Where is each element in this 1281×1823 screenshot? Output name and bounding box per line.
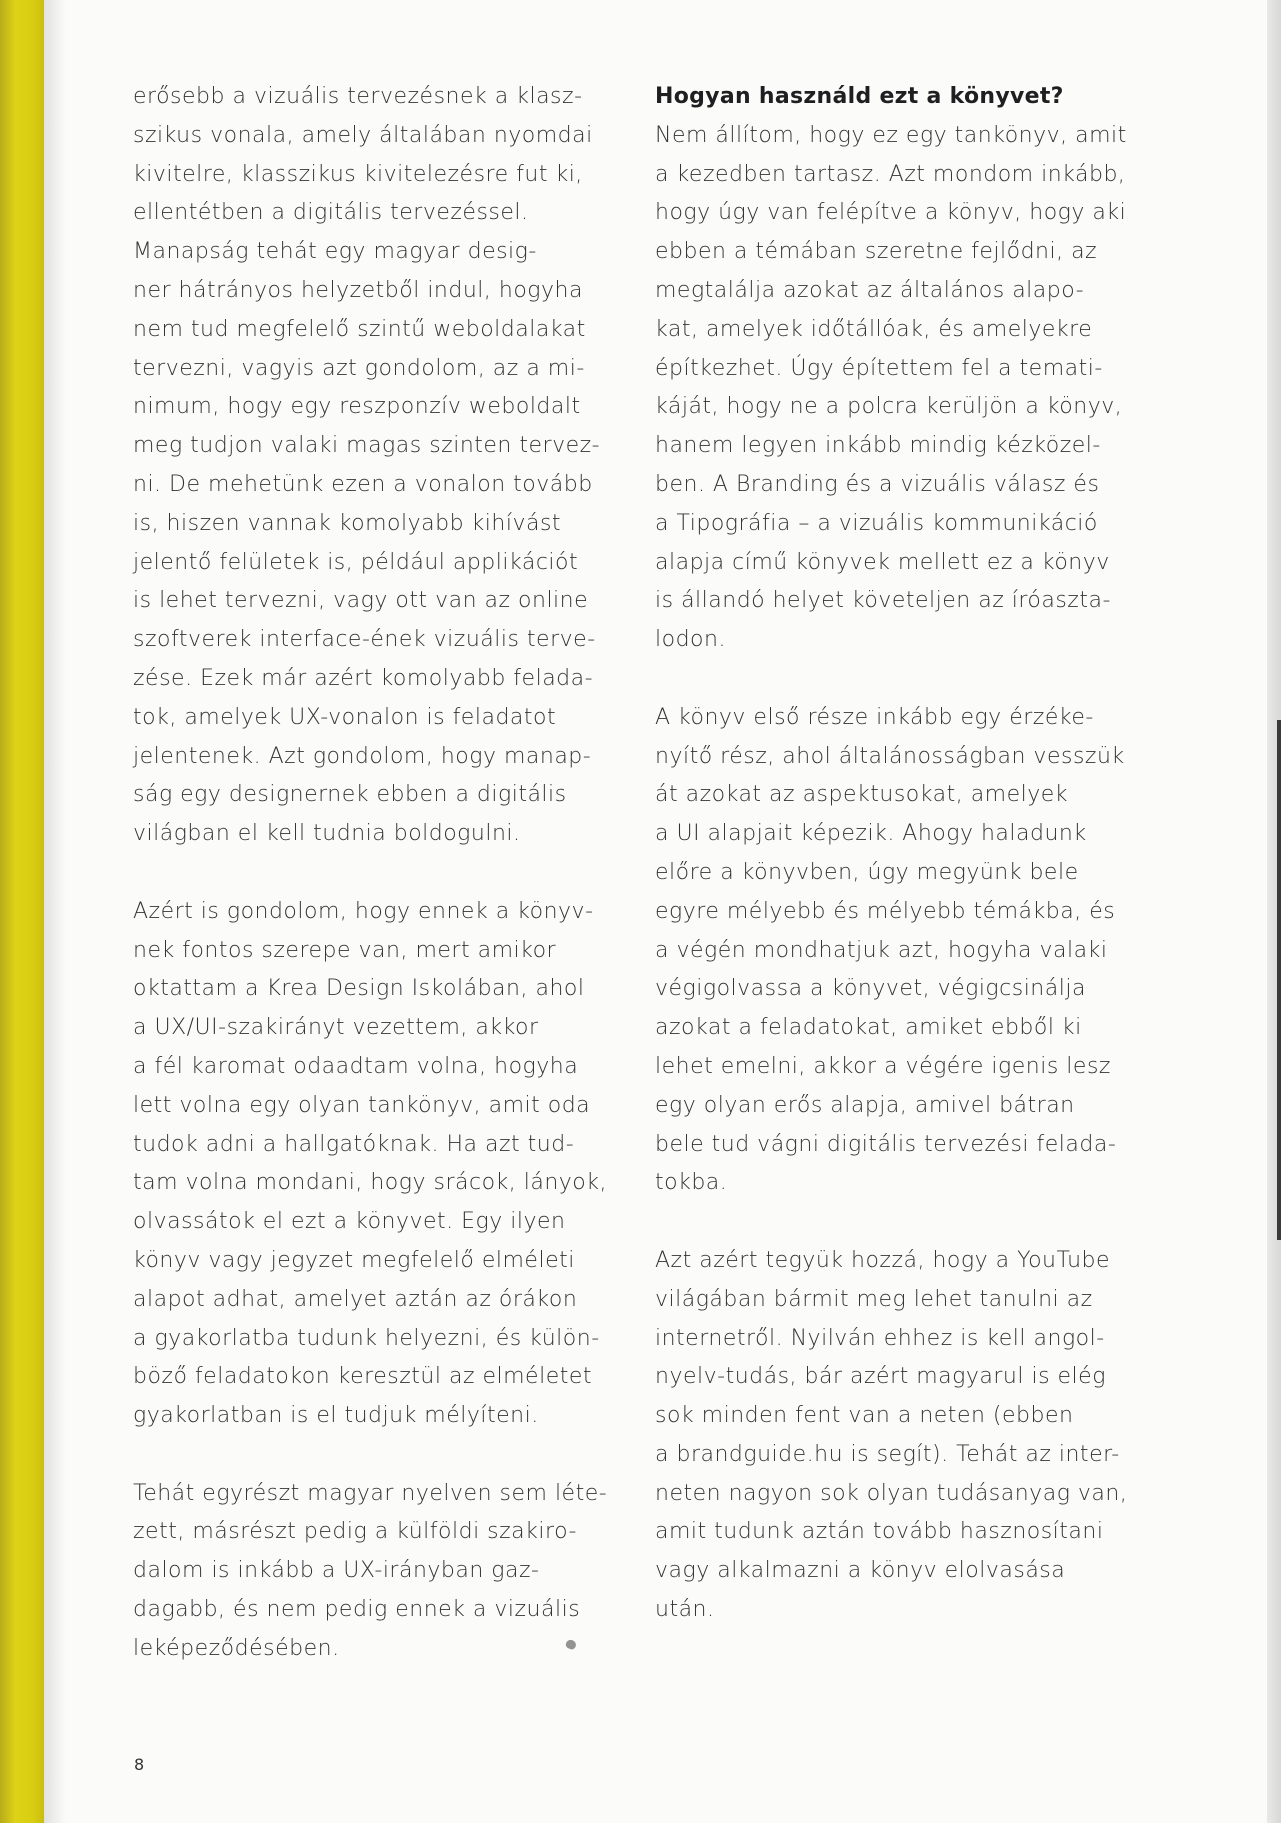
page-number: 8: [134, 1755, 145, 1774]
text-line: Azért is gondolom, hogy ennek a könyv-: [133, 898, 594, 924]
paragraph: [133, 78, 653, 854]
text-line: egyre mélyebb és mélyebb témákba, és: [655, 898, 1116, 924]
text-line: amit tudunk aztán tovább hasznosítani: [655, 1519, 1104, 1545]
text-line: lett volna egy olyan tankönyv, amit oda: [133, 1092, 591, 1118]
text-line: is lehet tervezni, vagy ott van az online: [133, 588, 589, 614]
text-line: szoftverek interface-ének vizuális terve-: [133, 627, 596, 653]
text-line: dagabb, és nem pedig ennek a vizuális: [133, 1597, 581, 1623]
text-line: zett, másrészt pedig a külföldi szakiro-: [133, 1519, 577, 1545]
text-line: hanem legyen inkább mindig kézközel-: [655, 433, 1101, 459]
text-line: a brandguide.hu is segít). Tehát az inter-: [655, 1441, 1120, 1467]
text-line: tervezni, vagyis azt gondolom, az a mi-: [133, 355, 585, 381]
text-line: bele tud vágni digitális tervezési felada-: [655, 1131, 1117, 1157]
text-line: a UI alapjait képezik. Ahogy haladunk: [655, 821, 1087, 847]
paragraph-gap: [655, 660, 1175, 699]
text-line: Nem állítom, hogy ez egy tankönyv, amit: [655, 122, 1127, 148]
text-line: gyakorlatban is el tudjuk mélyíteni.: [133, 1403, 539, 1429]
text-line: dalom is inkább a UX-irányban gaz-: [133, 1558, 540, 1584]
text-line: nyelv-tudás, bár azért magyarul is elég: [655, 1364, 1106, 1390]
text-line: tudok adni a hallgatóknak. Ha azt tud-: [133, 1131, 575, 1157]
text-line: végigolvassa a könyvet, végigcsinálja: [655, 976, 1086, 1002]
text-line: erősebb a vizuális tervezésnek a klasz-: [133, 84, 583, 109]
text-line: nem tud megfelelő szintű weboldalakat: [133, 316, 586, 342]
right-column-body: [655, 117, 1175, 1630]
text-line: előre a könyvben, úgy megyünk bele: [655, 859, 1079, 885]
text-line: világban el kell tudnia boldogulni.: [133, 821, 521, 847]
text-line: ben. A Branding és a vizuális válasz és: [655, 471, 1100, 497]
text-line: könyv vagy jegyzet megfelelő elméleti: [133, 1247, 575, 1273]
text-line: ner hátrányos helyzetből indul, hogyha: [133, 277, 583, 303]
text-line: ság egy designernek ebben a digitális: [133, 782, 567, 808]
text-line: jelentő felületek is, például applikációt: [133, 549, 579, 575]
text-line: zése. Ezek már azért komolyabb felada-: [133, 665, 594, 691]
text-line: a végén mondhatjuk azt, hogyha valaki: [655, 937, 1108, 963]
paragraph: [133, 1475, 653, 1669]
paragraph: [133, 893, 653, 1436]
text-line: hogy úgy van felépítve a könyv, hogy aki: [655, 200, 1127, 226]
right-edge-mark: [1277, 720, 1281, 1240]
text-line: sok minden fent van a neten (ebben: [655, 1403, 1074, 1429]
text-line: nyítő rész, ahol általánosságban vesszük: [655, 743, 1125, 769]
text-line: böző feladatokon keresztül az elméletet: [133, 1364, 593, 1390]
text-line: át azokat az aspektusokat, amelyek: [655, 782, 1069, 808]
text-line: olvassátok el ezt a könyvet. Egy ilyen: [133, 1209, 566, 1235]
text-line: lehet emelni, akkor a végére igenis lesz: [655, 1053, 1111, 1079]
text-line: a Tipográfia – a vizuális kommunikáció: [655, 510, 1098, 536]
text-line: is, hiszen vannak komolyabb kihívást: [133, 510, 562, 536]
text-line: alapot adhat, amelyet aztán az órákon: [133, 1286, 578, 1312]
text-line: egy olyan erős alapja, amivel bátran: [655, 1092, 1075, 1118]
yellow-spine-edge: [0, 0, 44, 1823]
text-line: Tehát egyrészt magyar nyelven sem léte-: [133, 1480, 608, 1506]
text-line: neten nagyon sok olyan tudásanyag van,: [655, 1480, 1128, 1506]
text-line: kat, amelyek időtállóak, és amelyekre: [655, 316, 1093, 342]
text-line: Azt azért tegyük hozzá, hogy a YouTube: [655, 1247, 1111, 1273]
text-line: azokat a feladatokat, amiket ebből ki: [655, 1015, 1082, 1041]
text-line: a UX/UI-szakirányt vezettem, akkor: [133, 1015, 539, 1041]
text-line: nek fontos szerepe van, mert amikor: [133, 937, 557, 963]
paragraph: [655, 1242, 1175, 1630]
text-line: tok, amelyek UX-vonalon is feladatot: [133, 704, 557, 730]
spine-shadow: [44, 0, 66, 1823]
text-line: vagy alkalmazni a könyv elolvasása: [655, 1558, 1066, 1584]
section-heading: Hogyan használd ezt a könyvet?: [655, 84, 1064, 109]
paragraph-gap: [655, 1203, 1175, 1242]
left-text-column: [133, 78, 653, 1669]
text-line: internetről. Nyilván ehhez is kell angol-: [655, 1325, 1105, 1351]
text-line: alapja című könyvek mellett ez a könyv: [655, 549, 1110, 575]
text-line: a kezedben tartasz. Azt mondom inkább,: [655, 161, 1126, 187]
text-line: nimum, hogy egy reszponzív weboldalt: [133, 394, 581, 420]
text-line: szikus vonala, amely általában nyomdai: [133, 122, 593, 148]
text-line: a gyakorlatba tudunk helyezni, és külön-: [133, 1325, 600, 1351]
text-line: ellentétben a digitális tervezéssel.: [133, 200, 529, 226]
text-line: tam volna mondani, hogy srácok, lányok,: [133, 1170, 608, 1196]
text-line: A könyv első része inkább egy érzéke-: [655, 704, 1094, 730]
text-line: lodon.: [655, 627, 726, 653]
text-line: jelentenek. Azt gondolom, hogy manap-: [133, 743, 592, 769]
text-line: megtalálja azokat az általános alapo-: [655, 277, 1085, 303]
text-line: oktattam a Krea Design Iskolában, ahol: [133, 976, 585, 1002]
text-line: ni. De mehetünk ezen a vonalon tovább: [133, 471, 593, 497]
text-line: káját, hogy ne a polcra kerüljön a könyv,: [655, 394, 1123, 420]
text-line: tokba.: [655, 1170, 728, 1196]
paragraph-gap: [133, 854, 653, 893]
text-line: meg tudjon valaki magas szinten tervez-: [133, 433, 601, 459]
paragraph-gap: [133, 1436, 653, 1475]
text-line: kivitelre, klasszikus kivitelezésre fut ki,: [133, 161, 583, 187]
text-line: világában bármit meg lehet tanulni az: [655, 1286, 1093, 1312]
text-line: a fél karomat odaadtam volna, hogyha: [133, 1053, 579, 1079]
text-line: leképeződésében.: [133, 1635, 340, 1661]
right-text-column: [655, 78, 1175, 1630]
text-line: után.: [655, 1597, 715, 1623]
left-column-body: [133, 78, 653, 1669]
text-line: is állandó helyet követeljen az íróaszta-: [655, 588, 1111, 614]
text-line: ebben a témában szeretne fejlődni, az: [655, 239, 1098, 265]
text-line: építkezhet. Úgy építettem fel a temati-: [655, 355, 1103, 381]
paragraph: [655, 699, 1175, 1203]
text-line: Manapság tehát egy magyar desig-: [133, 239, 537, 265]
paragraph: [655, 117, 1175, 660]
